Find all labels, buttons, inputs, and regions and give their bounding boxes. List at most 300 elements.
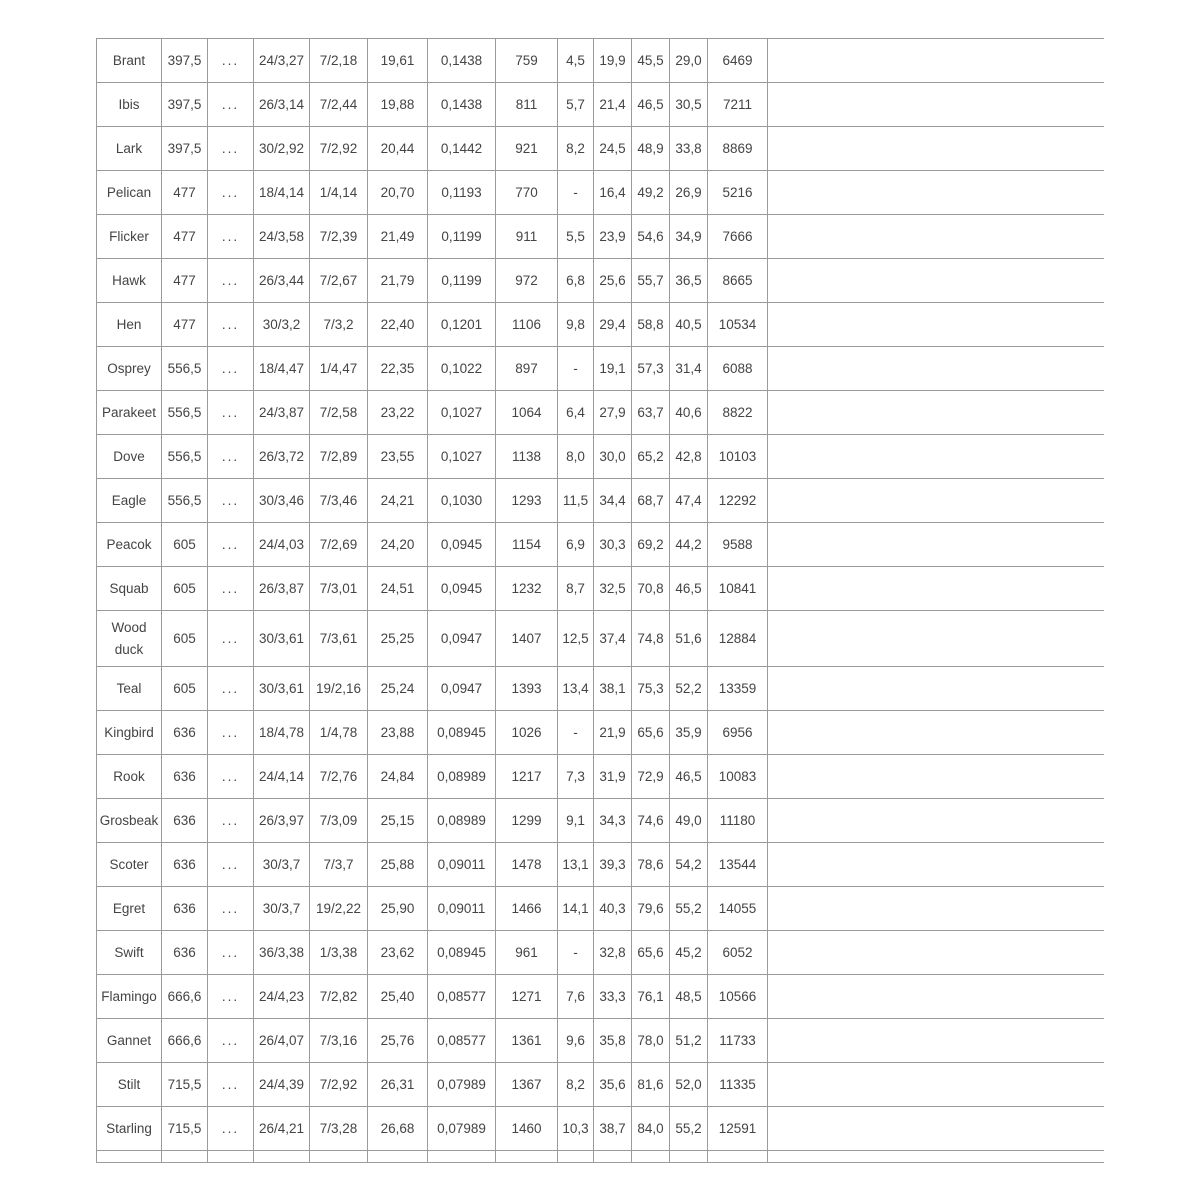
table-cell: 24,5 [594,127,632,171]
table-cell: ... [208,975,254,1019]
table-cell: ... [208,567,254,611]
table-row [97,1063,1105,1107]
table-cell [768,1107,1105,1151]
table-cell: 19/2,22 [310,887,368,931]
table-cell [768,711,1105,755]
table-cell: 33,8 [670,127,708,171]
table-cell: 1393 [496,667,558,711]
table-cell: 18/4,47 [254,347,310,391]
table-cell [594,1151,632,1163]
table-cell: 10,3 [558,1107,594,1151]
table-cell [768,435,1105,479]
table-cell: 48,9 [632,127,670,171]
table-cell: 7/3,28 [310,1107,368,1151]
row-name-cell: Grosbeak [97,799,162,843]
table-cell: 16,4 [594,171,632,215]
table-cell: 11,5 [558,479,594,523]
table-cell: 1271 [496,975,558,1019]
row-name-cell: Hen [97,303,162,347]
row-name-cell: Pelican [97,171,162,215]
row-name-cell: Brant [97,39,162,83]
table-cell: 477 [162,259,208,303]
table-cell: ... [208,259,254,303]
table-cell: 39,3 [594,843,632,887]
table-cell: 5,5 [558,215,594,259]
table-cell: 10841 [708,567,768,611]
row-name-cell: Scoter [97,843,162,887]
table-cell: 42,8 [670,435,708,479]
table-cell: 29,4 [594,303,632,347]
table-cell [768,391,1105,435]
table-cell: ... [208,611,254,667]
table-cell [768,83,1105,127]
table-cell: 6,4 [558,391,594,435]
table-cell: 52,2 [670,667,708,711]
table-cell: 605 [162,667,208,711]
table-cell [97,1151,162,1163]
table-cell: 22,35 [368,347,428,391]
table-cell: 0,0945 [428,567,496,611]
table-cell [768,171,1105,215]
table-cell: 46,5 [670,567,708,611]
table-cell: 9,8 [558,303,594,347]
table-cell: 79,6 [632,887,670,931]
table-cell: 34,3 [594,799,632,843]
table-cell [768,127,1105,171]
table-cell: 7/3,46 [310,479,368,523]
table-cell: 1106 [496,303,558,347]
table-row [97,931,1105,975]
table-cell: 40,5 [670,303,708,347]
table-cell: 0,0945 [428,523,496,567]
row-name-cell: Squab [97,567,162,611]
table-cell: 14055 [708,887,768,931]
table-cell: 556,5 [162,435,208,479]
table-cell: 1217 [496,755,558,799]
table-row [97,347,1105,391]
table-cell: 30/3,46 [254,479,310,523]
table-cell: 7/3,09 [310,799,368,843]
table-cell: 7/2,92 [310,1063,368,1107]
row-name-cell: Swift [97,931,162,975]
table-cell: 34,9 [670,215,708,259]
table-cell: 636 [162,799,208,843]
table-cell: 8869 [708,127,768,171]
table-cell: 18/4,14 [254,171,310,215]
table-cell: 19,61 [368,39,428,83]
table-cell: 1407 [496,611,558,667]
table-cell: ... [208,39,254,83]
table-cell: 0,1027 [428,391,496,435]
row-name-cell: Starling [97,1107,162,1151]
table-cell: 10083 [708,755,768,799]
table-cell: 4,5 [558,39,594,83]
table-cell: 21,49 [368,215,428,259]
table-cell: 25,88 [368,843,428,887]
table-cell: 7/2,39 [310,215,368,259]
table-cell: ... [208,347,254,391]
table-cell: 45,2 [670,931,708,975]
table-cell: 715,5 [162,1107,208,1151]
table-cell: 30/3,7 [254,843,310,887]
table-cell [768,259,1105,303]
table-cell: 715,5 [162,1063,208,1107]
table-cell: ... [208,711,254,755]
table-cell [632,1151,670,1163]
table-cell: 24,84 [368,755,428,799]
table-cell: 40,3 [594,887,632,931]
table-cell: 35,6 [594,1063,632,1107]
table-cell: 7,3 [558,755,594,799]
table-cell [768,931,1105,975]
table-cell: 605 [162,567,208,611]
table-cell: 13544 [708,843,768,887]
table-cell: 32,5 [594,567,632,611]
table-cell: 78,0 [632,1019,670,1063]
table-cell: 24/4,39 [254,1063,310,1107]
table-cell: ... [208,127,254,171]
table-cell: 9,6 [558,1019,594,1063]
table-cell: 1154 [496,523,558,567]
table-cell: 7/3,16 [310,1019,368,1063]
table-cell: 68,7 [632,479,670,523]
table-cell: 70,8 [632,567,670,611]
table-cell [670,1151,708,1163]
table-cell: 1293 [496,479,558,523]
table-cell: ... [208,479,254,523]
table-cell: 65,6 [632,931,670,975]
table-cell: ... [208,523,254,567]
table-cell: - [558,171,594,215]
table-cell: 7/2,92 [310,127,368,171]
table-cell: 44,2 [670,523,708,567]
conductor-data-table [96,38,1104,1163]
table-row [97,39,1105,83]
table-cell: 26/3,87 [254,567,310,611]
table-row [97,523,1105,567]
table-cell: 8822 [708,391,768,435]
table-cell: 811 [496,83,558,127]
table-cell: 24/4,03 [254,523,310,567]
table-cell: 911 [496,215,558,259]
table-cell: ... [208,391,254,435]
table-cell: 55,2 [670,887,708,931]
table-cell: 23,9 [594,215,632,259]
table-cell: ... [208,931,254,975]
table-cell: 31,9 [594,755,632,799]
table-cell: 51,6 [670,611,708,667]
table-cell: 0,08577 [428,975,496,1019]
table-cell: 666,6 [162,975,208,1019]
table-cell: 19,1 [594,347,632,391]
table-cell: 45,5 [632,39,670,83]
table-cell: 24/3,58 [254,215,310,259]
row-name-cell: Osprey [97,347,162,391]
table-cell: 6469 [708,39,768,83]
table-cell: 13,4 [558,667,594,711]
table-cell: 1478 [496,843,558,887]
table-cell: 19/2,16 [310,667,368,711]
table-cell: 477 [162,303,208,347]
table-cell [768,887,1105,931]
table-cell: 26/3,44 [254,259,310,303]
table-cell: 78,6 [632,843,670,887]
row-name-cell: Flicker [97,215,162,259]
table-cell [368,1151,428,1163]
table-cell: 20,70 [368,171,428,215]
table-cell: 7/3,7 [310,843,368,887]
row-name-cell: Teal [97,667,162,711]
table-cell: 556,5 [162,347,208,391]
table-cell: 897 [496,347,558,391]
table-cell: 6,9 [558,523,594,567]
table-cell: 0,1022 [428,347,496,391]
table-cell [768,755,1105,799]
table-cell: 0,0947 [428,667,496,711]
table-cell: 18/4,78 [254,711,310,755]
table-cell: 636 [162,711,208,755]
table-cell: 9,1 [558,799,594,843]
table-cell: 8,0 [558,435,594,479]
table-cell: 0,07989 [428,1107,496,1151]
table-cell: 12292 [708,479,768,523]
table-cell: 0,09011 [428,843,496,887]
table-cell: 23,55 [368,435,428,479]
table-cell: 11180 [708,799,768,843]
table-cell: 48,5 [670,975,708,1019]
table-cell: 30/3,61 [254,667,310,711]
table-cell: 8,7 [558,567,594,611]
table-cell: 49,0 [670,799,708,843]
table-cell: 7211 [708,83,768,127]
table-cell: 10534 [708,303,768,347]
table-cell: 5,7 [558,83,594,127]
table-cell: - [558,711,594,755]
table-cell: 1466 [496,887,558,931]
table-cell: 6956 [708,711,768,755]
table-cell: 54,2 [670,843,708,887]
table-cell: 12,5 [558,611,594,667]
table-cell: 25,90 [368,887,428,931]
table-cell [208,1151,254,1163]
table-cell [558,1151,594,1163]
table-cell: 556,5 [162,479,208,523]
conductor-table-container [96,38,1104,1164]
table-cell: 69,2 [632,523,670,567]
table-cell: 1138 [496,435,558,479]
table-cell: 25,25 [368,611,428,667]
table-cell [254,1151,310,1163]
table-cell [768,1019,1105,1063]
table-cell: ... [208,171,254,215]
table-cell: 11335 [708,1063,768,1107]
table-cell: 49,2 [632,171,670,215]
table-cell: 23,62 [368,931,428,975]
table-cell: 26,68 [368,1107,428,1151]
table-cell: 55,7 [632,259,670,303]
table-cell: 7/2,69 [310,523,368,567]
table-cell: 0,09011 [428,887,496,931]
table-cell: 26,9 [670,171,708,215]
table-cell: ... [208,843,254,887]
table-cell: 7/2,82 [310,975,368,1019]
table-cell: 7/2,89 [310,435,368,479]
table-cell: 20,44 [368,127,428,171]
table-cell: 27,9 [594,391,632,435]
table-cell: 25,6 [594,259,632,303]
table-cell: 12884 [708,611,768,667]
table-cell: 26,31 [368,1063,428,1107]
table-cell: 72,9 [632,755,670,799]
table-cell: 24,51 [368,567,428,611]
table-cell: 12591 [708,1107,768,1151]
table-cell: 1/3,38 [310,931,368,975]
row-name-cell: Wood duck [97,611,162,667]
table-cell: 46,5 [632,83,670,127]
table-cell: 76,1 [632,975,670,1019]
table-cell: 30,3 [594,523,632,567]
table-cell: 0,0947 [428,611,496,667]
table-cell: 1361 [496,1019,558,1063]
table-cell: 1/4,78 [310,711,368,755]
table-cell: 0,08989 [428,755,496,799]
table-cell: 0,1201 [428,303,496,347]
table-cell: 636 [162,755,208,799]
table-cell: 605 [162,523,208,567]
table-row [97,711,1105,755]
table-cell: 13,1 [558,843,594,887]
table-cell: 605 [162,611,208,667]
table-cell: 26/3,14 [254,83,310,127]
table-cell: ... [208,83,254,127]
table-cell: 23,22 [368,391,428,435]
table-cell: 84,0 [632,1107,670,1151]
table-cell: 24/4,23 [254,975,310,1019]
table-cell: ... [208,435,254,479]
table-cell: 35,9 [670,711,708,755]
table-cell: 636 [162,887,208,931]
table-cell: 14,1 [558,887,594,931]
table-cell: 24/3,27 [254,39,310,83]
table-cell: 30/3,61 [254,611,310,667]
table-cell: 36,5 [670,259,708,303]
table-cell: 34,4 [594,479,632,523]
table-cell: 21,9 [594,711,632,755]
table-cell: 47,4 [670,479,708,523]
table-cell: 1460 [496,1107,558,1151]
table-cell: 21,4 [594,83,632,127]
table-cell: 24/3,87 [254,391,310,435]
table-cell: 7/3,01 [310,567,368,611]
table-cell: 51,2 [670,1019,708,1063]
table-cell: 26/4,07 [254,1019,310,1063]
table-row [97,567,1105,611]
table-cell: 26/4,21 [254,1107,310,1151]
table-cell: 35,8 [594,1019,632,1063]
table-cell: 6052 [708,931,768,975]
table-row [97,435,1105,479]
table-cell: 7/2,76 [310,755,368,799]
table-cell: 37,4 [594,611,632,667]
row-name-cell: Stilt [97,1063,162,1107]
table-cell: 770 [496,171,558,215]
table-cell: 0,1438 [428,83,496,127]
table-cell: 666,6 [162,1019,208,1063]
table-cell: 30,5 [670,83,708,127]
table-cell: 7/2,67 [310,259,368,303]
table-cell: 13359 [708,667,768,711]
row-name-cell: Egret [97,887,162,931]
table-cell: 58,8 [632,303,670,347]
table-cell: 8,2 [558,127,594,171]
table-cell: 26/3,72 [254,435,310,479]
table-cell: 0,07989 [428,1063,496,1107]
table-cell: ... [208,667,254,711]
table-row [97,259,1105,303]
table-cell: 9588 [708,523,768,567]
row-name-cell: Flamingo [97,975,162,1019]
table-cell: 759 [496,39,558,83]
table-cell: 24,21 [368,479,428,523]
table-cell: 10566 [708,975,768,1019]
table-cell: 1299 [496,799,558,843]
table-cell: 477 [162,215,208,259]
table-cell [768,843,1105,887]
table-cell: 24,20 [368,523,428,567]
table-cell: ... [208,887,254,931]
table-cell: 25,40 [368,975,428,1019]
table-cell: 1/4,14 [310,171,368,215]
table-cell: 30/3,7 [254,887,310,931]
table-cell: 397,5 [162,83,208,127]
table-cell: 7,6 [558,975,594,1019]
table-cell: 636 [162,931,208,975]
table-cell [496,1151,558,1163]
table-cell [768,1151,1105,1163]
row-name-cell: Peacok [97,523,162,567]
table-cell [768,799,1105,843]
table-cell: 30/3,2 [254,303,310,347]
table-cell: 477 [162,171,208,215]
table-cell: 57,3 [632,347,670,391]
table-cell [768,479,1105,523]
row-name-cell: Rook [97,755,162,799]
table-cell: 25,76 [368,1019,428,1063]
table-cell: 0,1442 [428,127,496,171]
table-cell: 32,8 [594,931,632,975]
table-cell: 36/3,38 [254,931,310,975]
table-cell: 5216 [708,171,768,215]
table-cell: 30,0 [594,435,632,479]
table-cell: 0,1027 [428,435,496,479]
table-cell: 556,5 [162,391,208,435]
table-cell: 1232 [496,567,558,611]
table-cell: - [558,931,594,975]
table-cell: 0,1199 [428,259,496,303]
table-cell: 7/2,44 [310,83,368,127]
table-cell: 0,08945 [428,931,496,975]
table-cell: 31,4 [670,347,708,391]
table-cell: 636 [162,843,208,887]
table-cell: 38,1 [594,667,632,711]
table-row [97,667,1105,711]
table-cell: 26/3,97 [254,799,310,843]
table-cell [310,1151,368,1163]
table-cell: 0,1438 [428,39,496,83]
table-cell: 0,1199 [428,215,496,259]
table-row [97,171,1105,215]
table-cell: 8,2 [558,1063,594,1107]
